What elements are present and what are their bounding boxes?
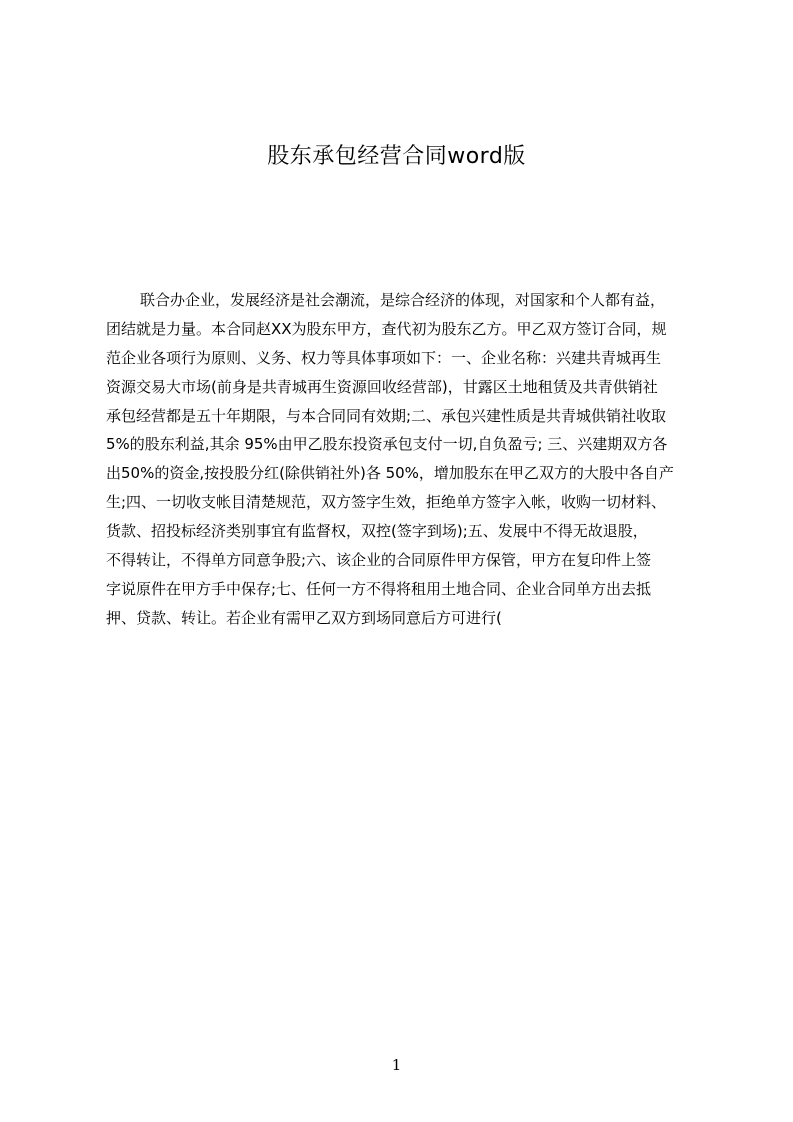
body-line: 押、贷款、转让。若企业有需甲乙双方到场同意后方可进行(	[106, 608, 502, 627]
body-line: 不得转让，不得单方同意争股;六、该企业的合同原件甲方保管，甲方在复印件上签	[106, 551, 652, 570]
body-line: 货款、招投标经济类别事宜有监督权，双控(签字到场);五、发展中不得无故退股，	[106, 522, 648, 541]
page-title: 股东承包经营合同word版	[267, 144, 526, 169]
page-number: 1	[391, 1056, 402, 1074]
body-line: 范企业各项行为原则、义务、权力等具体事项如下：一、企业名称：兴建共青城再生	[106, 348, 662, 367]
body-line: 5%的股东利益,其余 95%由甲乙股东投资承包支付一切,自负盈亏; 三、兴建期双方各	[106, 435, 668, 454]
body-line: 资源交易大市场(前身是共青城再生资源回收经营部)，甘露区土地租赁及共青供销社	[106, 377, 658, 396]
body-line: 出50%的资金,按投股分红(除供销社外)各 50%，增加股东在甲乙双方的大股中各自产	[106, 464, 674, 483]
body-line: 承包经营都是五十年期限，与本合同同有效期;二、承包兴建性质是共青城供销社收取	[106, 406, 667, 425]
body-text	[106, 286, 793, 633]
body-line: 团结就是力量。本合同赵XX为股东甲方，查代初为股东乙方。甲乙双方签订合同，规	[106, 319, 667, 338]
body-line: 生;四、一切收支帐目清楚规范，双方签字生效，拒绝单方签字入帐，收购一切材料、	[106, 493, 667, 512]
body-line: 字说原件在甲方手中保存;七、任何一方不得将租用土地合同、企业合同单方出去抵	[106, 579, 652, 598]
body-line: 联合办企业，发展经济是社会潮流，是综合经济的体现，对国家和个人都有益，	[140, 291, 666, 309]
